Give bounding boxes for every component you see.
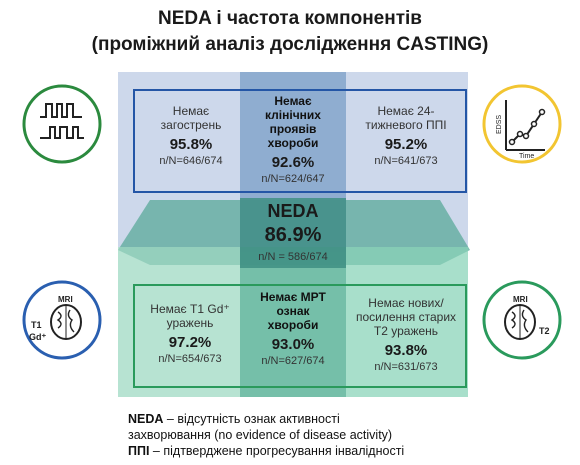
cell-percent: 95.2% bbox=[384, 136, 428, 153]
footnote-definition: – відсутність ознак активності bbox=[163, 412, 340, 426]
mri-t2-top-label: MRI bbox=[513, 295, 528, 304]
cell-label: проявів bbox=[269, 122, 317, 136]
cell-count: n/N=627/674 bbox=[261, 355, 325, 367]
neda-count: n/N = 586/674 bbox=[258, 251, 328, 263]
cell-percent: 92.6% bbox=[271, 154, 315, 171]
cell-count: n/N=631/673 bbox=[374, 361, 438, 373]
cell-percent: 93.8% bbox=[384, 342, 428, 359]
cell-label: загострень bbox=[160, 118, 222, 132]
cell-label: T2 уражень bbox=[373, 324, 439, 338]
time-axis-label: Time bbox=[519, 153, 535, 160]
footnote-term: ППІ bbox=[128, 444, 150, 458]
footnote-term: NEDA bbox=[128, 412, 164, 426]
mri-t1-side-label: T1 bbox=[31, 320, 42, 330]
footnote-definition: захворювання (no evidence of disease activity) bbox=[128, 428, 393, 442]
cell-label: Немає T1 Gd⁺ bbox=[150, 302, 230, 316]
cell-label: Немає МРТ bbox=[260, 290, 326, 304]
footnote-ppi bbox=[128, 443, 404, 459]
cell-label: Немає bbox=[172, 104, 210, 118]
no-cdp-cell bbox=[350, 104, 462, 168]
cell-label: клінічних bbox=[265, 108, 321, 122]
title-line-1: NEDA і частота компонентів bbox=[157, 8, 422, 29]
cell-label: хвороби bbox=[267, 136, 319, 150]
mri-gd-side-label: Gd⁺ bbox=[29, 332, 47, 342]
cell-label: посилення старих bbox=[355, 310, 457, 324]
edss-axis-label: EDSS bbox=[496, 114, 503, 134]
cell-label: ознак bbox=[276, 304, 310, 318]
cell-label: Немає bbox=[274, 94, 312, 108]
neda-percent: 86.9% bbox=[264, 224, 322, 246]
neda-summary bbox=[240, 200, 346, 263]
cell-count: n/N=624/647 bbox=[261, 173, 325, 185]
cell-count: n/N=641/673 bbox=[374, 155, 438, 167]
cell-label: тижневого ППІ bbox=[365, 118, 447, 132]
neda-label: NEDA bbox=[267, 201, 319, 221]
mri-t1-top-label: MRI bbox=[58, 295, 73, 304]
footnote-neda-cont bbox=[128, 427, 392, 443]
title-line-2: (проміжний аналіз дослідження CASTING) bbox=[91, 34, 489, 55]
brain-mri-icon bbox=[484, 282, 560, 358]
no-clinical-activity-cell bbox=[240, 94, 346, 186]
cell-percent: 95.8% bbox=[169, 136, 213, 153]
cell-percent: 97.2% bbox=[168, 334, 212, 351]
cell-label: Немає 24- bbox=[377, 104, 435, 118]
cell-count: n/N=654/673 bbox=[158, 353, 222, 365]
cell-label: уражень bbox=[166, 316, 214, 330]
cell-count: n/N=646/674 bbox=[159, 155, 223, 167]
mri-t2-side-label: T2 bbox=[539, 326, 550, 336]
cell-label: Немає нових/ bbox=[368, 296, 444, 310]
footnote-neda bbox=[128, 411, 340, 427]
no-relapses-cell bbox=[144, 104, 238, 168]
footnote-definition: – підтверджене прогресування інвалідності bbox=[149, 444, 405, 458]
no-mri-activity-cell bbox=[240, 290, 346, 368]
cell-label: хвороби bbox=[267, 318, 319, 332]
cell-percent: 93.0% bbox=[271, 336, 315, 353]
no-t1-gd-lesions-cell bbox=[140, 302, 240, 366]
pulse-wave-icon bbox=[24, 86, 100, 162]
no-t2-lesions-cell bbox=[348, 296, 464, 374]
